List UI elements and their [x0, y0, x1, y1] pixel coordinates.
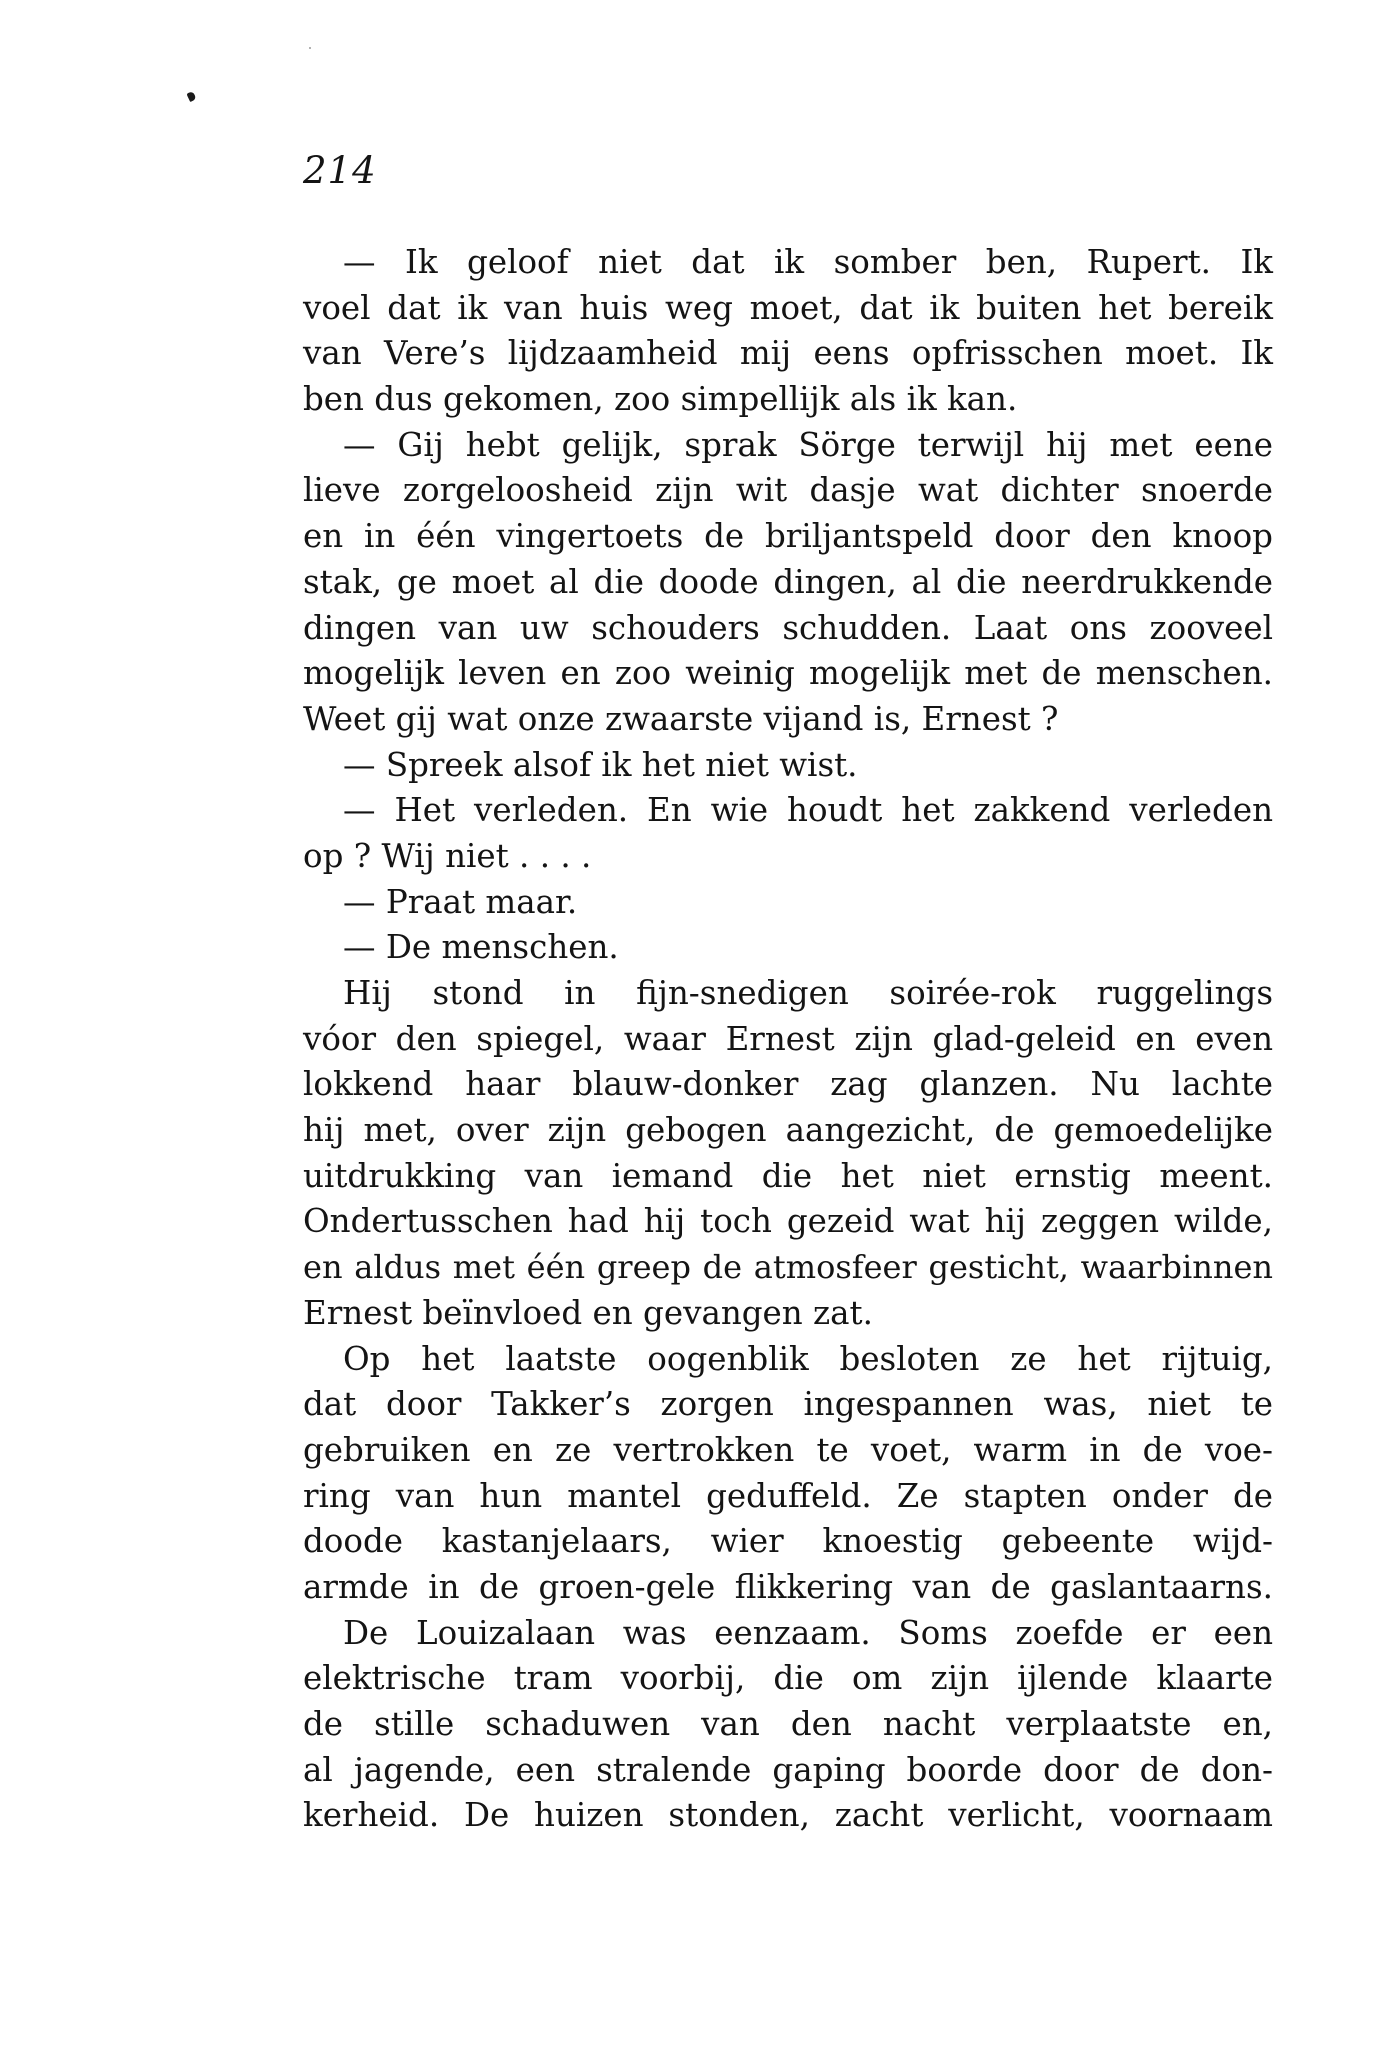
text-line: ben dus gekomen, zoo simpellijk als ik kan.	[303, 380, 1018, 419]
text-line: — Het verleden. En wie houdt het zakkend verleden	[343, 791, 1273, 830]
text-line: Op het laatste oogenblik besloten ze het rijtuig,	[343, 1339, 1273, 1378]
body-text	[303, 240, 1273, 1839]
text-line: op ? Wij niet . . . .	[303, 836, 592, 875]
text-line: uitdrukking van iemand die het niet ernstig meent.	[303, 1156, 1273, 1195]
text-line: van Vere’s lijdzaamheid mij eens opfrisschen moet. Ik	[303, 334, 1273, 373]
text-line: — Spreek alsof ik het niet wist.	[343, 745, 858, 784]
text-line: kerheid. De huizen stonden, zacht verlicht, voornaam	[303, 1796, 1273, 1835]
text-line: Ondertusschen had hij toch gezeid wat hij zeggen wilde,	[303, 1202, 1273, 1241]
text-line: — Ik geloof niet dat ik somber ben, Rupert. Ik	[343, 243, 1273, 281]
text-line: Ernest beïnvloed en gevangen zat.	[303, 1293, 873, 1332]
text-line: lokkend haar blauw-donker zag glanzen. Nu lachte	[303, 1065, 1273, 1104]
text-line: Weet gij wat onze zwaarste vijand is, Ernest ?	[303, 699, 1059, 738]
text-line: dat door Takker’s zorgen ingespannen was, niet te	[303, 1385, 1273, 1424]
page-number: 214	[303, 149, 377, 192]
text-line: voel dat ik van huis weg moet, dat ik buiten het bereik	[303, 288, 1273, 327]
text-line: stak, ge moet al die doode dingen, al die neerdrukkende	[303, 562, 1273, 601]
text-line: en aldus met één greep de atmosfeer gesticht, waarbinnen	[303, 1248, 1273, 1287]
text-line: — De menschen.	[343, 928, 619, 967]
text-line: De Louizalaan was eenzaam. Soms zoefde er een	[343, 1613, 1273, 1652]
text-line: elektrische tram voorbij, die om zijn ijlende klaarte	[303, 1659, 1273, 1698]
text-line: en in één vingertoets de briljantspeld door den knoop	[303, 517, 1273, 556]
text-line: de stille schaduwen van den nacht verplaatste en,	[303, 1705, 1273, 1743]
text-line: ring van hun mantel geduffeld. Ze stapten onder de	[303, 1476, 1273, 1515]
text-line: armde in de groen-gele flikkering van de gaslantaarns.	[303, 1567, 1273, 1606]
text-line: vóor den spiegel, waar Ernest zijn glad-geleid en even	[303, 1019, 1273, 1058]
text-line: — Gij hebt gelijk, sprak Sörge terwijl hij met eene	[343, 425, 1273, 464]
text-line: hij met, over zijn gebogen aangezicht, de gemoedelijke	[303, 1111, 1273, 1150]
text-line: — Praat maar.	[343, 882, 578, 921]
text-line: Hij stond in fijn-snedigen soirée-rok ruggelings	[343, 974, 1273, 1012]
text-line: al jagende, een stralende gaping boorde door de don-	[303, 1750, 1273, 1789]
ink-dot	[309, 47, 311, 49]
text-line: dingen van uw schouders schudden. Laat ons zooveel	[303, 608, 1273, 647]
text-line: mogelijk leven en zoo weinig mogelijk met de menschen.	[303, 654, 1273, 693]
text-line: gebruiken en ze vertrokken te voet, warm in de voe-	[303, 1430, 1273, 1469]
text-line: lieve zorgeloosheid zijn wit dasje wat dichter snoerde	[303, 471, 1273, 510]
text-line: doode kastanjelaars, wier knoestig gebeente wijd-	[303, 1522, 1273, 1561]
ink-speck	[186, 91, 196, 102]
